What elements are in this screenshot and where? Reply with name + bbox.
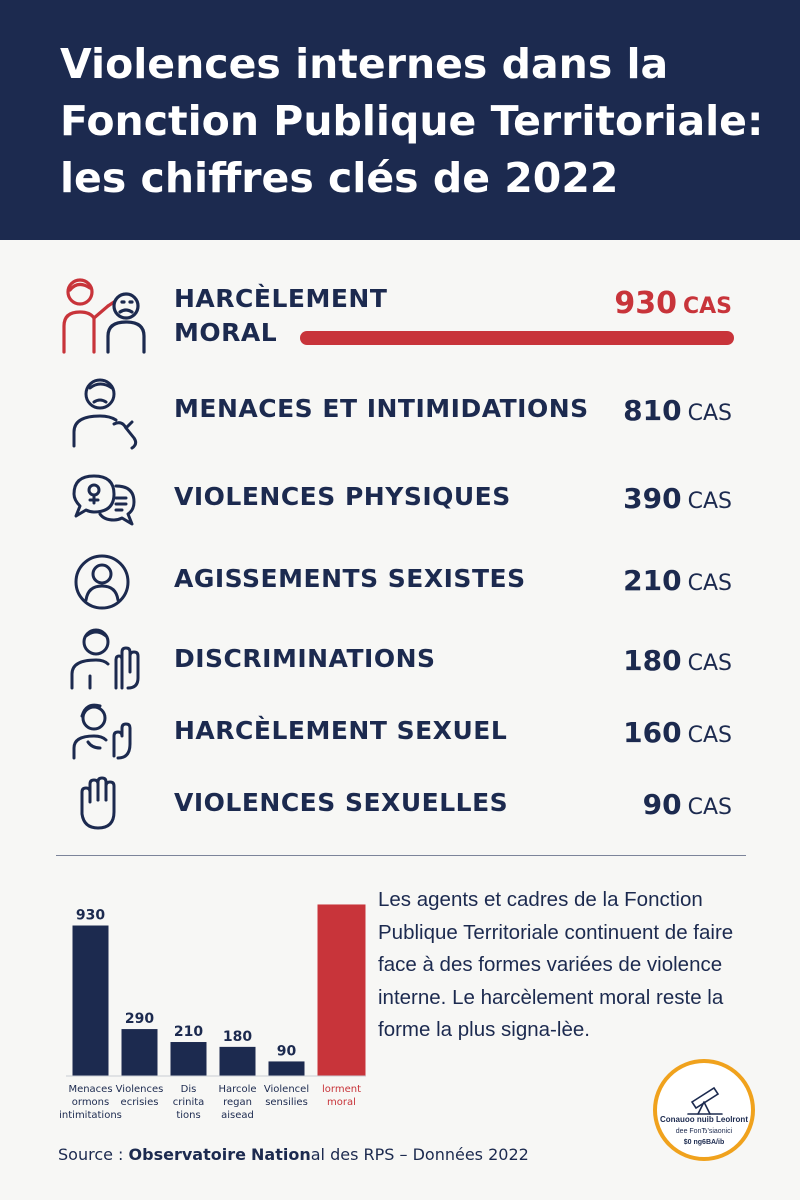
category-label-3: Harcole regan aisead [218, 1084, 257, 1121]
seal-badge [652, 1058, 756, 1162]
stat-value [623, 564, 732, 597]
stat-unit: CAS [687, 651, 732, 676]
speech-bubbles-icon [68, 460, 146, 538]
stat-value [623, 716, 732, 749]
person-raised-hand-icon [68, 622, 146, 700]
category-label-0: Menaces ormons intimitations [59, 1084, 122, 1121]
hand-icon [68, 766, 146, 844]
source-org-bold-1: Observatoire [128, 1145, 246, 1164]
confrontation-icon [56, 272, 148, 356]
stat-row-harcelement-sexuel [0, 696, 800, 774]
stat-value [614, 286, 732, 321]
seal-line-1: Conauoo nuib Leolront [660, 1115, 748, 1124]
stat-label: VIOLENCES PHYSIQUES [174, 482, 511, 511]
stat-number: 160 [623, 716, 682, 749]
stat-unit: CAS [687, 571, 732, 596]
description-text: Les agents et cadres de la Fonction Publique Territoriale continuent de faire face à des formes variées de violence interne. Le harcèlement moral reste la forme la plus signa-lèe. [378, 888, 734, 1041]
source-note [58, 1145, 529, 1164]
person-hand-icon [68, 696, 146, 774]
stat-value [643, 788, 732, 821]
stat-unit: CAS [687, 723, 732, 748]
stat-row-agissements-sexistes [0, 544, 800, 622]
stat-number: 930 [614, 286, 677, 321]
stat-unit: CAS [682, 294, 732, 319]
distressed-person-icon [68, 372, 146, 450]
seal-svg [652, 1058, 756, 1162]
stat-number: 810 [623, 394, 682, 427]
stat-label: AGISSEMENTS SEXISTES [174, 564, 526, 593]
category-label-1: Violences ecrisies [115, 1084, 164, 1108]
stat-label: MENACES ET INTIMIDATIONS [174, 394, 589, 423]
seal-line-3: $0 ng6BA/ib [683, 1139, 725, 1146]
bar-value-label-0: 930 [75, 907, 106, 924]
header-banner [0, 0, 800, 240]
category-label-4: Violencel sensilies [263, 1084, 310, 1108]
source-prefix: Source : [58, 1145, 129, 1164]
stat-value [623, 644, 732, 677]
bar-value-label-2: 210 [173, 1024, 204, 1041]
bar-value-label-4: 90 [276, 1043, 297, 1060]
bar-value-label-3: 180 [222, 1028, 253, 1045]
seal-line-2: dee FonЂ'siaonici [675, 1128, 733, 1135]
category-label-2: Dis crinita tions [172, 1084, 205, 1121]
stat-label: VIOLENCES SEXUELLES [174, 788, 509, 817]
stat-number: 210 [623, 564, 682, 597]
stat-row-menaces [0, 372, 800, 450]
highlight-bar [300, 331, 734, 345]
stat-value [623, 482, 732, 515]
stat-unit: CAS [687, 401, 732, 426]
stat-label: DISCRIMINATIONS [174, 644, 436, 673]
stat-number: 390 [623, 482, 682, 515]
bar-value-label-1: 290 [124, 1011, 155, 1028]
stat-number: 90 [642, 788, 682, 821]
stat-label: HARCÈLEMENT SEXUEL [174, 716, 508, 745]
bar-3 [220, 1047, 256, 1076]
stat-number: 180 [623, 644, 682, 677]
bar-5 [318, 904, 366, 1076]
category-label-5: lorment moral [322, 1084, 361, 1108]
stat-unit: CAS [687, 795, 732, 820]
stat-row-violences-sexuelles [0, 766, 800, 844]
stat-value [623, 394, 732, 427]
bar-4 [269, 1061, 305, 1076]
page-title-line-3: les chiffres clés de 2022 [60, 154, 619, 202]
section-divider [56, 855, 746, 856]
user-circle-icon [68, 544, 146, 622]
bar-chart-svg [40, 880, 370, 1130]
bar-0 [73, 926, 109, 1076]
stat-row-harcelement-moral [0, 268, 800, 358]
page-title-line-2: Fonction Publique Territoriale: [60, 97, 764, 145]
bar-chart [40, 880, 370, 1130]
bar-1 [122, 1029, 158, 1076]
page-title [60, 36, 780, 207]
stat-row-violences-physiques [0, 460, 800, 538]
stat-label-text: HARCÈLEMENT MORAL [174, 284, 388, 347]
bar-2 [171, 1042, 207, 1076]
stat-unit: CAS [687, 489, 732, 514]
source-org-rest: al des RPS – Données 2022 [310, 1145, 529, 1164]
stat-row-discriminations [0, 622, 800, 700]
page-title-line-1: Violences internes dans la [60, 40, 669, 88]
source-org-bold-2: Nation [251, 1145, 311, 1164]
